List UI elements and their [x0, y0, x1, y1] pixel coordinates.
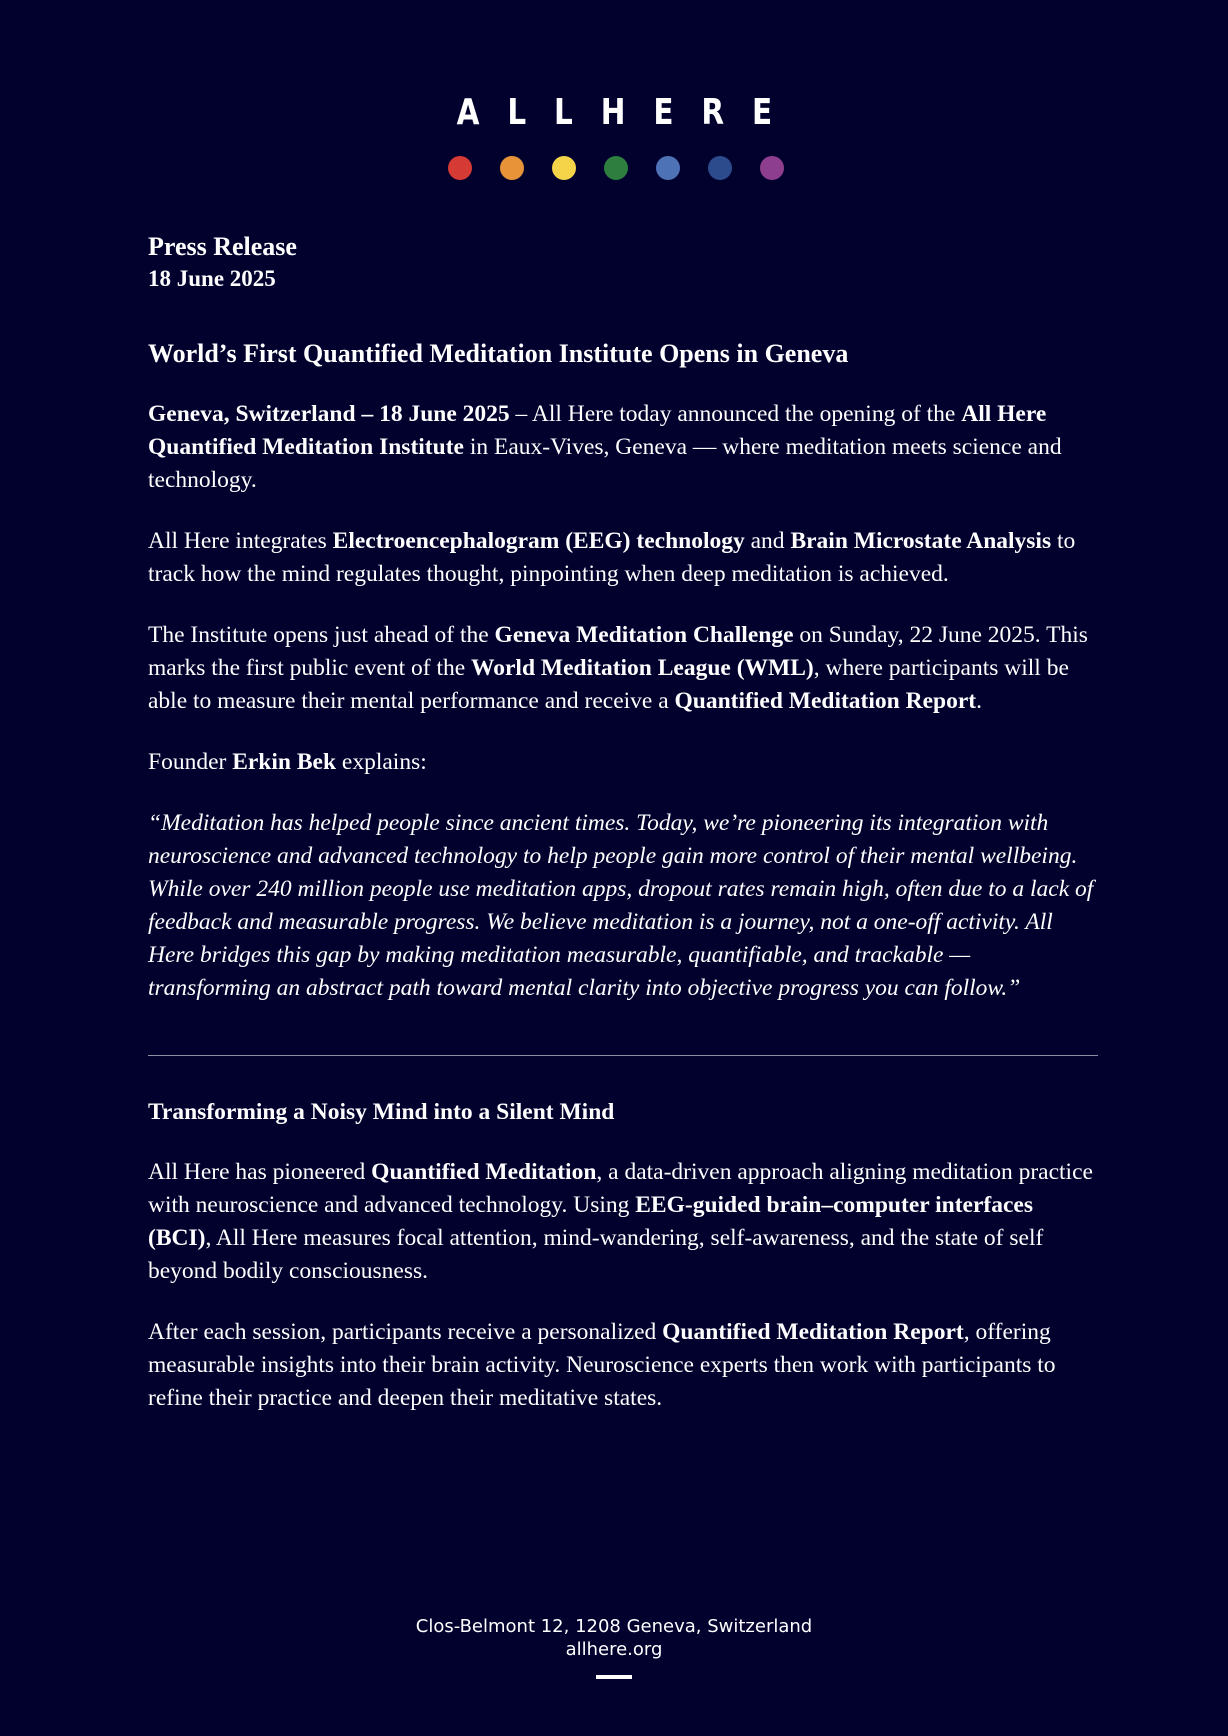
paragraph-quantified-meditation	[148, 1156, 1098, 1288]
text-run: , All Here measures focal attention, mind-wandering, self-awareness, and the state of self beyond bodily consciousness.	[148, 1225, 1044, 1284]
footer	[0, 1615, 1228, 1679]
bold-text: World Meditation League (WML)	[471, 655, 814, 681]
bold-text: All Here Quantified Meditation Institute	[148, 401, 1047, 460]
footer-bar	[596, 1675, 632, 1679]
paragraph-report	[148, 1316, 1098, 1415]
text-run: Founder	[148, 749, 233, 775]
bold-text: Brain Microstate Analysis	[790, 528, 1052, 554]
section-subheading: Transforming a Noisy Mind into a Silent Mind	[148, 1099, 615, 1125]
brand-color-dots	[4, 156, 1228, 180]
footer-website-link[interactable]: allhere.org	[565, 1639, 663, 1660]
brand-dot-green	[604, 156, 628, 180]
brand-dot-dark-blue	[708, 156, 732, 180]
text-run: on Sunday, 22 June 2025. This marks the first public event of the	[148, 622, 1088, 681]
text-run: , offering measurable insights into their brain activity. Neuroscience experts then work with participants to refine their practice and deepen their meditative states.	[148, 1319, 1056, 1411]
document-type: Press Release	[148, 232, 297, 261]
section-divider	[148, 1055, 1098, 1056]
text-run: , a data-driven approach aligning meditation practice with neuroscience and advanced technology. Using	[148, 1159, 1093, 1218]
bold-text: Electroencephalogram (EEG) technology	[332, 528, 745, 554]
brand-dot-yellow	[552, 156, 576, 180]
bold-text: EEG-guided brain–computer interfaces (BCI)	[148, 1192, 1033, 1251]
bold-text: Erkin Bek	[232, 749, 337, 775]
paragraph-challenge	[148, 619, 1098, 718]
bold-text: Quantified Meditation Report	[674, 688, 977, 714]
text-run: The Institute opens just ahead of the	[148, 622, 495, 648]
brand-dot-light-blue	[656, 156, 680, 180]
brand-logo	[0, 92, 1228, 180]
brand-dot-red	[448, 156, 472, 180]
text-run: in Eaux-Vives, Geneva — where meditation meets science and technology.	[148, 434, 1062, 493]
text-run: After each session, participants receive a personalized	[148, 1319, 663, 1345]
brand-dot-orange	[500, 156, 524, 180]
text-run: , where participants will be able to measure their mental performance and receive a	[148, 655, 1069, 714]
brand-dot-purple	[760, 156, 784, 180]
footer-address: Clos-Belmont 12, 1208 Geneva, Switzerland	[415, 1616, 813, 1637]
bold-text: Geneva Meditation Challenge	[494, 622, 794, 648]
text-run: and	[744, 528, 791, 554]
founder-quote: “Meditation has helped people since ancient times. Today, we’re pioneering its integration with neuroscience and advanced technology to help people gain more control of their mental wellbeing. While over 240 million people use meditation apps, dropout rates remain high, often due to a lack of feedback and measurable progress. We believe meditation is a journey, not a one-off activity. All Here bridges this gap by making meditation measurable, quantifiable, and trackable — transforming an abstract path toward mental clarity into objective progress you can follow.”	[148, 810, 1094, 1001]
text-run: – All Here today announced the opening of the	[509, 401, 962, 427]
text-run: .	[976, 688, 982, 714]
paragraph-intro	[148, 398, 1098, 497]
text-run: All Here integrates	[148, 528, 333, 554]
release-headline: World’s First Quantified Meditation Institute Opens in Geneva	[148, 339, 849, 368]
paragraph-founder	[148, 746, 1098, 779]
text-run: All Here has pioneered	[148, 1159, 372, 1185]
brand-wordmark: ALLHERE	[456, 92, 800, 133]
text-run: explains:	[336, 749, 427, 775]
bold-text: Quantified Meditation Report	[662, 1319, 964, 1345]
bold-text: Quantified Meditation	[371, 1159, 597, 1185]
bold-text: Geneva, Switzerland – 18 June 2025	[148, 401, 510, 427]
release-date: 18 June 2025	[148, 266, 276, 291]
text-run: to track how the mind regulates thought, pinpointing when deep meditation is achieved.	[148, 528, 1076, 587]
press-release-body	[148, 232, 1098, 1415]
paragraph-technology	[148, 525, 1098, 591]
